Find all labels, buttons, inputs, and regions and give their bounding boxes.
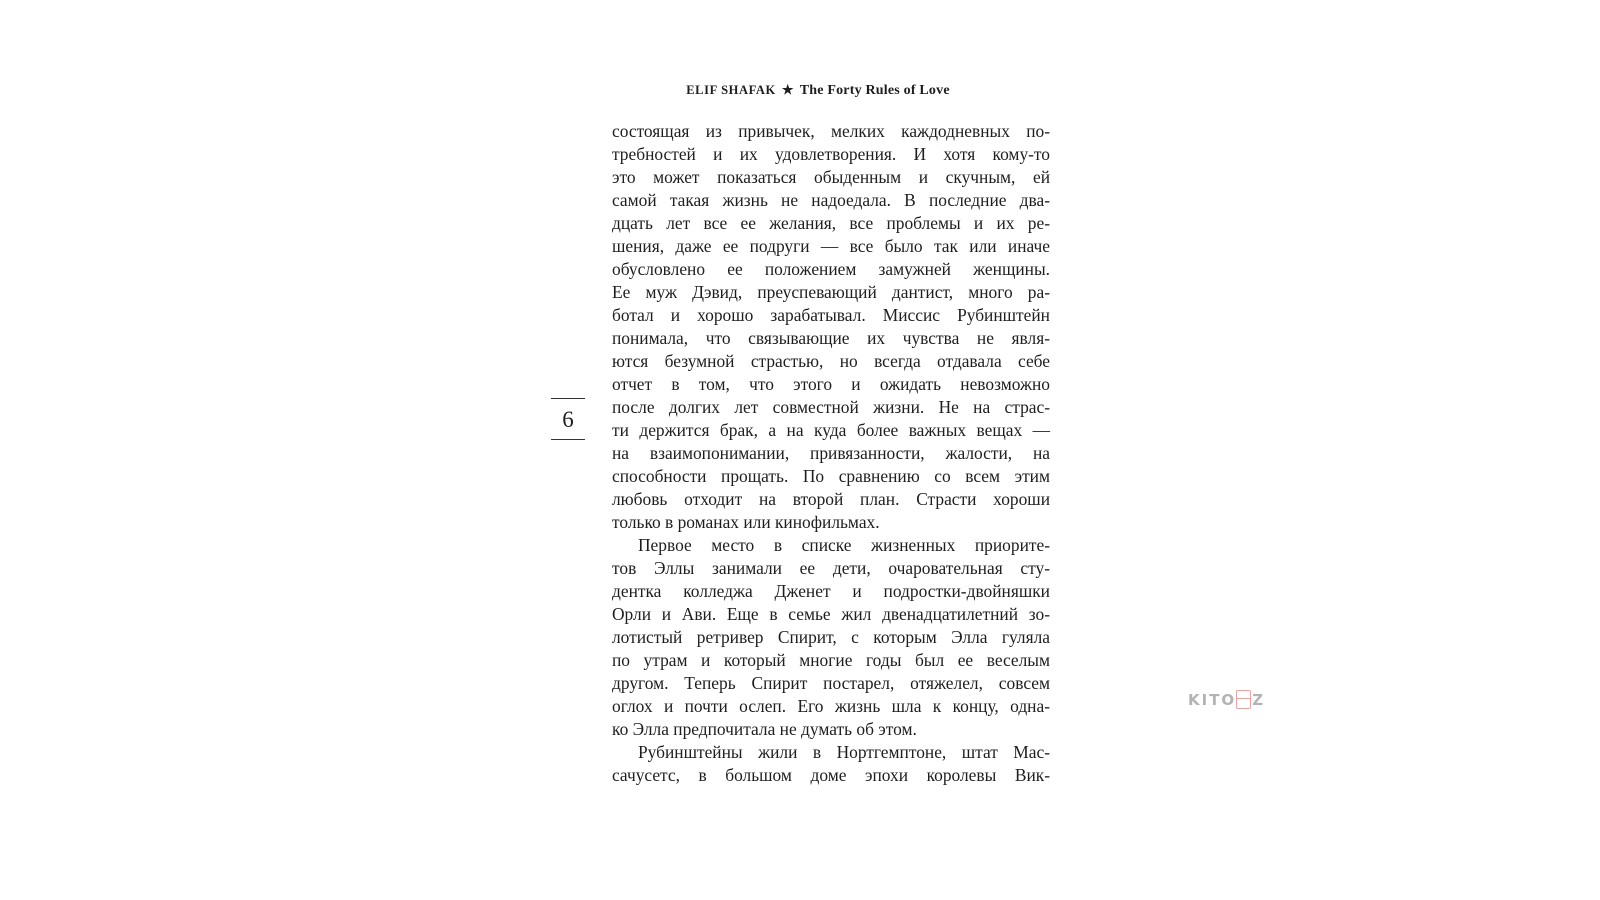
text-line: состоящая из привычек, мелких каждодневных по- <box>612 121 1050 141</box>
text-line: дентка колледжа Дженет и подростки-двойняшки <box>612 581 1050 601</box>
text-line: оглох и почти ослеп. Его жизнь шла к концу, одна- <box>612 696 1050 716</box>
star-icon: ★ <box>781 82 794 97</box>
text-line: только в романах или кинофильмах. <box>612 512 880 532</box>
text-line: сачусетс, в большом доме эпохи королевы Вик- <box>612 765 1050 785</box>
page-number-marker <box>551 398 585 440</box>
text-line: ботал и хорошо зарабатывал. Миссис Рубинштейн <box>612 305 1050 325</box>
text-line: на взаимопонимании, привязанности, жалости, на <box>612 443 1050 463</box>
text-line: ти держится брак, а на куда более важных вещах — <box>612 420 1050 440</box>
watermark-prefix: KITO <box>1188 691 1237 709</box>
watermark-suffix: Z <box>1252 691 1266 709</box>
text-line: Орли и Ави. Еще в семье жил двенадцатилетний зо- <box>612 604 1050 624</box>
text-line: шения, даже ее подруги — все было так или иначе <box>612 236 1050 256</box>
text-line: лотистый ретривер Спирит, с которым Элла гуляла <box>612 627 1050 647</box>
header-book-title: The Forty Rules of Love <box>799 83 950 98</box>
text-line: ко Элла предпочитала не думать об этом. <box>612 719 917 739</box>
text-line: любовь отходит на второй план. Страсти хороши <box>612 489 1050 509</box>
text-line: обусловлено ее положением замужней женщины. <box>612 259 1050 279</box>
text-line: понимала, что связывающие их чувства не явля- <box>612 328 1050 348</box>
page-number: 6 <box>562 406 574 432</box>
text-line: отчет в том, что этого и ожидать невозможно <box>612 374 1050 394</box>
header-author: ELIF SHAFAK <box>686 83 776 97</box>
text-line: самой такая жизнь не надоедала. В последние два- <box>612 190 1050 210</box>
running-header <box>600 82 1036 99</box>
watermark-logo <box>1188 690 1265 709</box>
text-line: Рубинштейны жили в Нортгемптоне, штат Мас- <box>638 742 1050 762</box>
text-line: тов Эллы занимали ее дети, очаровательная сту- <box>612 558 1050 578</box>
text-line: другом. Теперь Спирит постарел, отяжелел, совсем <box>612 673 1050 693</box>
text-line: ются безумной страстью, но всегда отдавала себе <box>612 351 1050 371</box>
watermark-box-icon <box>1236 690 1251 709</box>
text-line: после долгих лет совместной жизни. Не на страс- <box>612 397 1050 417</box>
text-line: Ее муж Дэвид, преуспевающий дантист, много ра- <box>612 282 1050 302</box>
text-line: это может показаться обыденным и скучным, ей <box>612 167 1050 187</box>
body-text <box>612 120 1050 787</box>
text-line: способности прощать. По сравнению со всем этим <box>612 466 1050 486</box>
text-line: дцать лет все ее желания, все проблемы и их ре- <box>612 213 1050 233</box>
text-line: по утрам и который многие годы был ее веселым <box>612 650 1050 670</box>
text-line: Первое место в списке жизненных приорите- <box>638 535 1050 555</box>
text-line: требностей и их удовлетворения. И хотя кому-то <box>612 144 1050 164</box>
